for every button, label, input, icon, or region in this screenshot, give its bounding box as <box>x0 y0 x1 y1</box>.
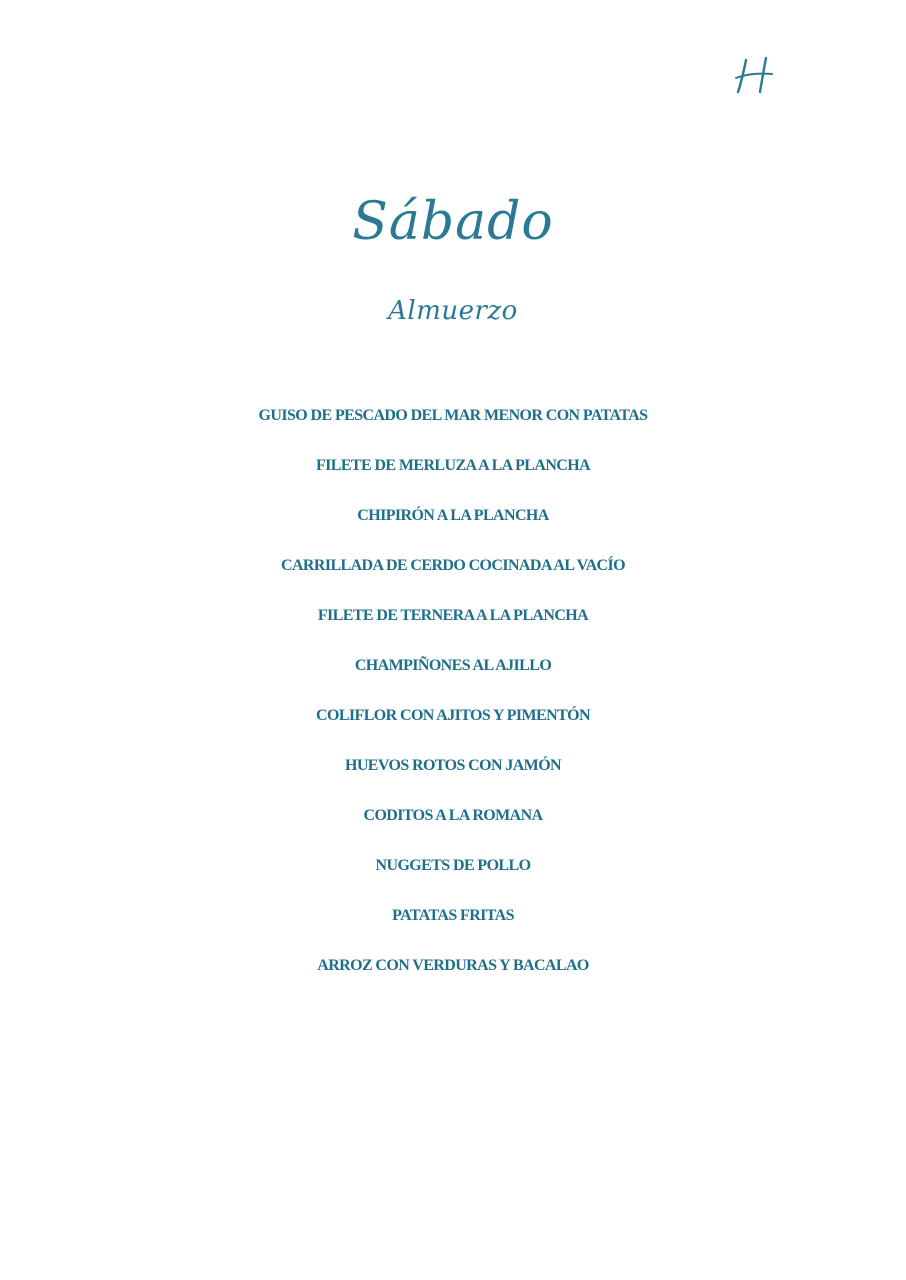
monogram-h-icon <box>730 52 778 100</box>
menu-item: GUISO DE PESCADO DEL MAR MENOR CON PATATAS <box>258 407 648 424</box>
menu-list <box>0 404 906 1004</box>
menu-item: CODITOS A LA ROMANA <box>363 807 543 824</box>
menu-item: NUGGETS DE POLLO <box>375 857 531 874</box>
menu-item: CHIPIRÓN A LA PLANCHA <box>357 507 549 524</box>
menu-item: HUEVOS ROTOS CON JAMÓN <box>345 757 561 774</box>
menu-item: CHAMPIÑONES AL AJILLO <box>354 657 552 674</box>
menu-item: FILETE DE MERLUZA A LA PLANCHA <box>315 457 591 474</box>
menu-item: FILETE DE TERNERA A LA PLANCHA <box>317 607 589 624</box>
menu-item: PATATAS FRITAS <box>392 907 514 924</box>
day-title: Sábado <box>352 192 554 252</box>
menu-item: COLIFLOR CON AJITOS Y PIMENTÓN <box>316 707 590 724</box>
meal-title: Almuerzo <box>388 296 518 326</box>
menu-item: CARRILLADA DE CERDO COCINADA AL VACÍO <box>281 557 625 574</box>
menu-item: ARROZ CON VERDURAS Y BACALAO <box>317 957 589 974</box>
